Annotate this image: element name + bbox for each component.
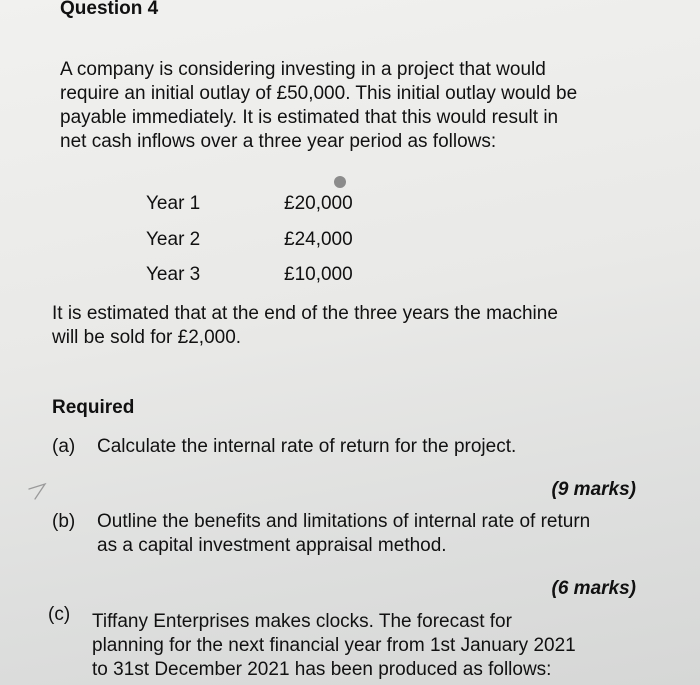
marks-label: (9 marks): [551, 479, 636, 500]
cash-flow-amount: £10,000: [284, 264, 353, 285]
cash-flow-amount: £20,000: [284, 193, 353, 214]
cash-flow-year: Year 1: [146, 193, 201, 214]
part-text: planning for the next financial year from 1st January 2021: [92, 635, 576, 656]
cash-flow-year: Year 2: [146, 229, 201, 250]
intro-line: require an initial outlay of £50,000. This initial outlay would be: [60, 83, 578, 104]
intro-line: A company is considering investing in a project that would: [60, 59, 546, 80]
residual-line: It is estimated that at the end of the three years the machine: [52, 303, 558, 324]
part-text: Outline the benefits and limitations of internal rate of return: [97, 511, 591, 532]
part-text: Tiffany Enterprises makes clocks. The forecast for: [92, 611, 512, 632]
residual-line: will be sold for £2,000.: [52, 327, 242, 348]
part-text: as a capital investment appraisal method.: [97, 535, 447, 556]
part-text: to 31st December 2021 has been produced as follows:: [92, 659, 552, 680]
part-label: (b): [52, 511, 76, 532]
marks-label: (6 marks): [551, 578, 636, 599]
part-text: Calculate the internal rate of return for the project.: [97, 436, 517, 457]
part-label: (a): [52, 436, 76, 457]
intro-line: net cash inflows over a three year period as follows:: [60, 131, 497, 152]
cash-flow-amount: £24,000: [284, 229, 353, 250]
required-heading: Required: [52, 397, 135, 418]
cash-flow-year: Year 3: [146, 264, 201, 285]
grey-dot: [334, 176, 346, 188]
pen-mark-icon: [26, 480, 52, 502]
part-label: (c): [48, 604, 71, 625]
question-title: Question 4: [60, 0, 159, 19]
intro-line: payable immediately. It is estimated that this would result in: [60, 107, 559, 128]
